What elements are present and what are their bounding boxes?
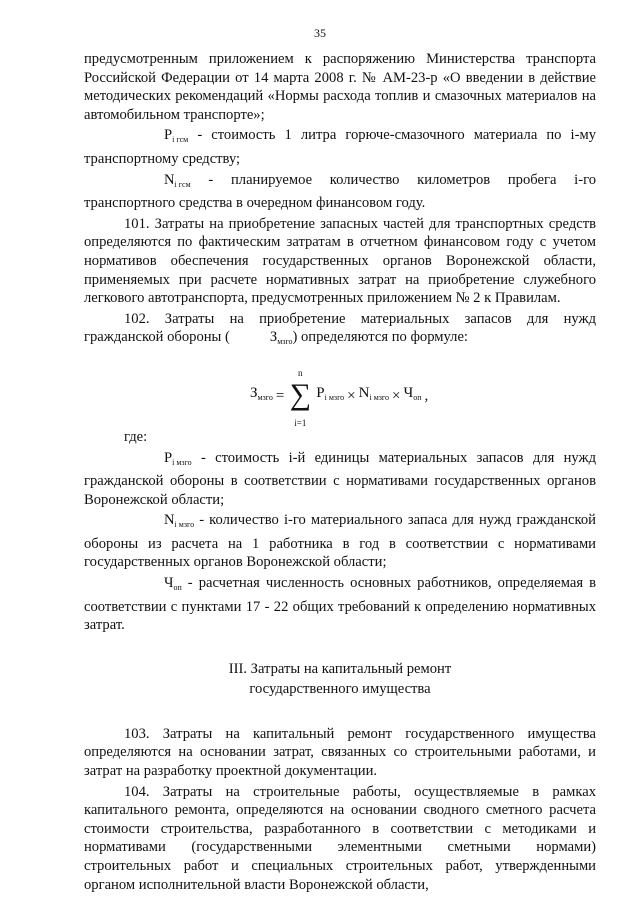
formula-term-ch: $Ч_{оп}$ bbox=[403, 385, 422, 403]
subscript-ch-op: оп bbox=[173, 583, 182, 593]
definition-p-mzgo bbox=[84, 449, 596, 510]
sum-lower-limit: i=1 bbox=[294, 417, 307, 428]
definition-text: - планируемое количество километров пробега i-го транспортного средства в очередном финансовом году. bbox=[84, 171, 596, 212]
definition-text: - стоимость i-й единицы материальных запасов для нужд гражданской обороны в соответствии с нормативами государственных органов Воронежской области; bbox=[84, 449, 596, 508]
symbol-n-gsm: $N_{i гсм}$ bbox=[164, 171, 191, 189]
subscript-n-mzgo: i мзго bbox=[174, 520, 195, 530]
formula-term-n: $N_{i мзго}$ bbox=[358, 385, 390, 403]
paragraph-103: 103. Затраты на капитальный ремонт государственного имущества определяются на основании затрат, связанных со строительными работами, и затрат на разработку проектной документации. bbox=[84, 725, 596, 780]
symbol-p-gsm: $P_{i гсм}$ bbox=[164, 127, 189, 145]
definition-n-mzgo bbox=[84, 511, 596, 572]
section-heading-line-1: III. Затраты на капитальный ремонт bbox=[228, 660, 452, 677]
definition-text: - стоимость 1 литра горюче-смазочного материала по i-му транспортному средству; bbox=[84, 127, 596, 167]
formula-end: , bbox=[424, 387, 429, 404]
page-number: 35 bbox=[314, 26, 326, 40]
paragraph-101: 101. Затраты на приобретение запасных частей для транспортных средств определяются по фактическим затратам в отчетном финансовом году с учетом нормативов обеспечения государственных органов Воронежской области, применяемых при расчете нормативных затрат на приобретение служебного легкового автотранспорта, предусмотренных приложением № 2 к Правилам. bbox=[84, 215, 596, 307]
summation-sign bbox=[289, 367, 311, 428]
paragraph-intro: предусмотренным приложением к распоряжению Министерства транспорта Российской Федерации от 14 марта 2008 г. № АМ-23-р «О введении в действие методических рекомендаций «Нормы расхода топлив и смазочных материалов на автомобильном транспорте»; bbox=[84, 51, 596, 123]
definition-text: - расчетная численность основных работников, определяемая в соответствии с пунктами 17 - 22 общих требований к определению нормативных затрат. bbox=[84, 575, 596, 634]
symbol-z-mzgo: $З_{мзго}$ bbox=[269, 329, 293, 347]
paragraph-104: 104. Затраты на строительные работы, осуществляемые в рамках капитального ремонта, определяются на основании сводного сметного расчета стоимости строительства, разработанного в соответствии с методиками и нормативами (государственными элементными сметными нормами) строительных работ и специальных строительных работ, утвержденными органом исполнительной власти Воронежской области, bbox=[84, 783, 596, 893]
symbol-p-mzgo: $P_{i мзго}$ bbox=[164, 449, 192, 467]
formula-times: × bbox=[392, 387, 401, 404]
formula-expression bbox=[250, 367, 429, 428]
section-heading bbox=[84, 659, 596, 699]
subscript-p-gsm: i гсм bbox=[172, 135, 189, 145]
section-heading-line-2: государственного имущества bbox=[249, 680, 431, 697]
symbol-n-mzgo: $N_{i мзго}$ bbox=[164, 512, 195, 530]
definition-n-gsm bbox=[84, 171, 596, 213]
symbol-ch-op: $Ч_{оп}$ bbox=[164, 575, 182, 593]
subscript-p-mzgo: i мзго bbox=[172, 457, 192, 467]
formula-term-p: $P_{i мзго}$ bbox=[316, 385, 345, 403]
formula-times: × bbox=[347, 387, 356, 404]
definition-p-gsm bbox=[84, 126, 596, 168]
subscript-n-gsm: i гсм bbox=[174, 179, 191, 189]
definition-text: - количество i-го материального запаса для нужд гражданской обороны из расчета на 1 работника в год в соответствии с нормативами государственных органов Воронежской области; bbox=[84, 512, 596, 571]
formula-mzgo bbox=[84, 354, 596, 428]
paragraph-102: 102. Затраты на приобретение материальных запасов для нужд гражданской обороны ( $З_{мзго}$) определяются по формуле: bbox=[84, 310, 596, 352]
formula-equals: = bbox=[275, 387, 285, 404]
document-body bbox=[84, 50, 596, 894]
definition-ch-op bbox=[84, 574, 596, 635]
where-label: где: bbox=[124, 428, 148, 445]
sigma-symbol: ∑ bbox=[289, 377, 311, 411]
sum-upper-limit: n bbox=[298, 367, 303, 378]
formula-lhs: $З_{мзго}$ bbox=[250, 385, 273, 403]
subscript-z-mzgo: мзго bbox=[277, 337, 293, 347]
